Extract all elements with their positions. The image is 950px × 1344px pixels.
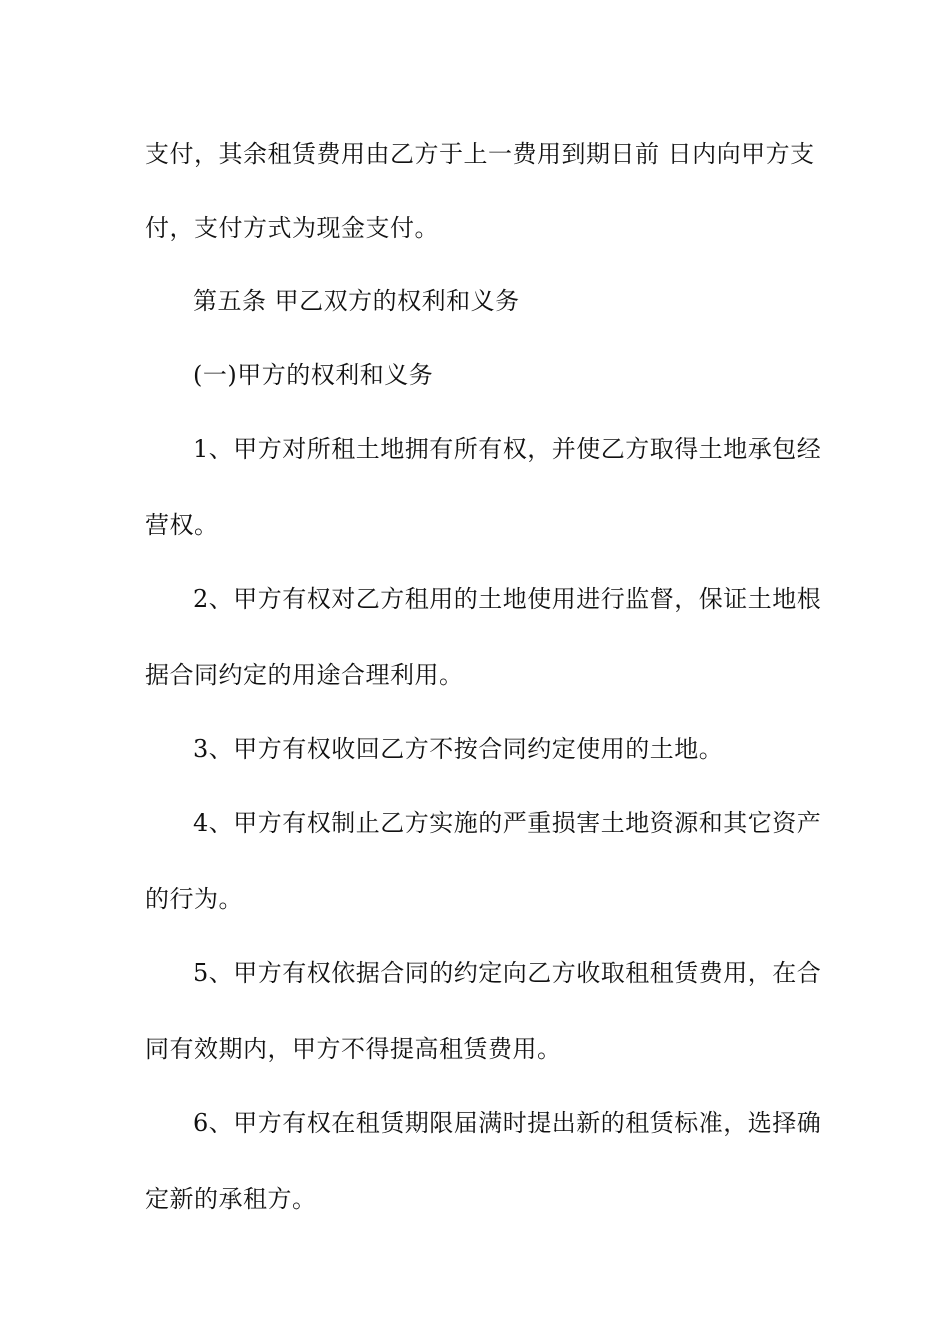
list-item-line: 5、甲方有权依据合同的约定向乙方收取租租赁费用，在合 [193,959,822,987]
section-heading: 第五条 甲乙双方的权利和义务 [193,287,520,315]
list-item-line: 据合同约定的用途合理利用。 [145,661,464,689]
list-item-line: 同有效期内，甲方不得提高租赁费用。 [145,1035,562,1063]
list-item-line: 的行为。 [145,885,243,913]
list-item-line: 3、甲方有权收回乙方不按合同约定使用的土地。 [193,735,724,763]
list-item-line: 6、甲方有权在租赁期限届满时提出新的租赁标准，选择确 [193,1109,822,1137]
list-item-line: 2、甲方有权对乙方租用的土地使用进行监督，保证土地根 [193,585,822,613]
paragraph-line: 付，支付方式为现金支付。 [145,214,439,242]
list-item-line: 1、甲方对所租土地拥有所有权，并使乙方取得土地承包经 [193,435,822,463]
list-item-line: 营权。 [145,511,219,539]
list-item-line: 4、甲方有权制止乙方实施的严重损害土地资源和其它资产 [193,809,822,837]
paragraph-line: 支付，其余租赁费用由乙方于上一费用到期日前 日内向甲方支 [145,140,815,168]
subsection-heading: (一)甲方的权利和义务 [193,361,434,389]
list-item-line: 定新的承租方。 [145,1185,317,1213]
